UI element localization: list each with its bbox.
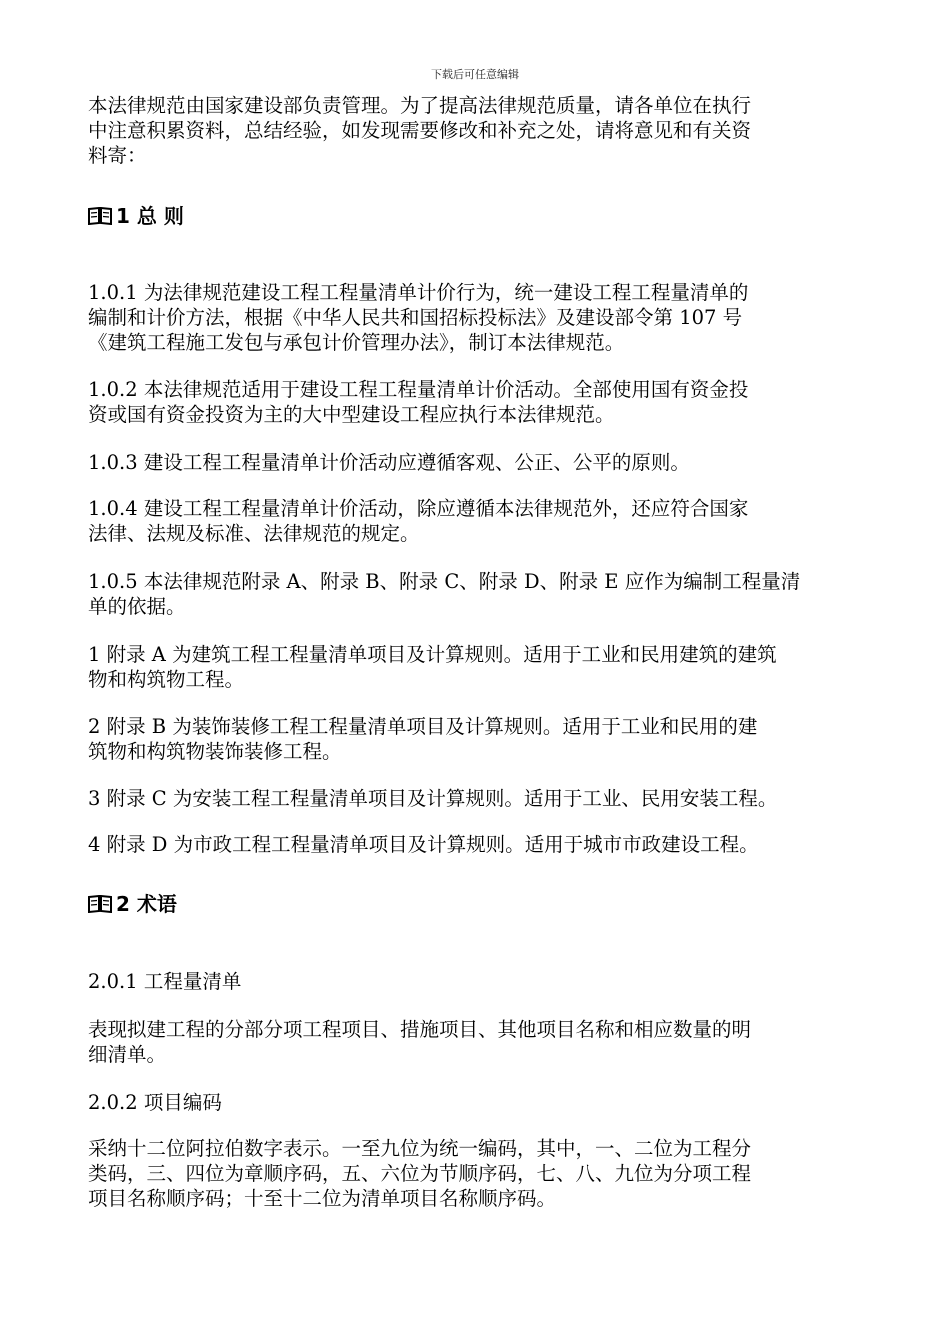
book-icon xyxy=(88,207,112,225)
text-line: 1.0.2 本法律规范适用于建设工程工程量清单计价活动。全部使用国有资金投 xyxy=(88,378,749,401)
appendix-b-item xyxy=(88,714,864,764)
text-line: 2.0.1 工程量清单 xyxy=(88,970,242,993)
section-heading-2 xyxy=(88,891,177,917)
text-line: 4 附录 D 为市政工程工程量清单项目及计算规则。适用于城市市政建设工程。 xyxy=(88,833,759,856)
clause-1-0-1 xyxy=(88,280,864,355)
text-line: 1.0.3 建设工程工程量清单计价活动应遵循客观、公正、公平的原则。 xyxy=(88,451,690,474)
clause-1-0-2 xyxy=(88,377,864,427)
text-line: 中注意积累资料，总结经验，如发现需要修改和补充之处，请将意见和有关资 xyxy=(88,119,752,142)
appendix-c-item xyxy=(88,786,864,811)
text-line: 3 附录 C 为安装工程工程量清单项目及计算规则。适用于工业、民用安装工程。 xyxy=(88,787,778,810)
text-line: 细清单。 xyxy=(88,1043,167,1066)
text-line: 1.0.1 为法律规范建设工程工程量清单计价行为，统一建设工程工程量清单的 xyxy=(88,281,749,304)
text-line: 1.0.5 本法律规范附录 A、附录 B、附录 C、附录 D、附录 E 应作为编制工程量清 xyxy=(88,570,801,593)
text-line: 1.0.4 建设工程工程量清单计价活动，除应遵循本法律规范外，还应符合国家 xyxy=(88,497,749,520)
text-line: 1 附录 A 为建筑工程工程量清单项目及计算规则。适用于工业和民用建筑的建筑 xyxy=(88,643,777,666)
text-line: 《建筑工程施工发包与承包计价管理办法》，制订本法律规范。 xyxy=(88,331,625,354)
text-line: 2.0.2 项目编码 xyxy=(88,1091,222,1114)
appendix-d-item xyxy=(88,832,864,857)
intro-paragraph xyxy=(88,93,864,168)
term-2-0-1-title xyxy=(88,969,864,994)
text-line: 本法律规范由国家建设部负责管理。为了提高法律规范质量，请各单位在执行 xyxy=(88,94,752,117)
text-line: 类码，三、四位为章顺序码，五、六位为节顺序码，七、八、九位为分项工程 xyxy=(88,1162,752,1185)
section-heading-text: 1 总 则 xyxy=(116,204,184,228)
section-heading-1 xyxy=(88,203,184,229)
clause-1-0-5 xyxy=(88,569,864,619)
term-2-0-2-definition xyxy=(88,1136,864,1211)
text-line: 料寄： xyxy=(88,144,147,167)
text-line: 采纳十二位阿拉伯数字表示。一至九位为统一编码，其中，一、二位为工程分 xyxy=(88,1137,752,1160)
text-line: 表现拟建工程的分部分项工程项目、措施项目、其他项目名称和相应数量的明 xyxy=(88,1018,752,1041)
section-heading-text: 2 术语 xyxy=(116,892,177,916)
book-icon xyxy=(88,895,112,913)
text-line: 筑物和构筑物装饰装修工程。 xyxy=(88,740,342,763)
text-line: 物和构筑物工程。 xyxy=(88,668,245,691)
term-2-0-2-title xyxy=(88,1090,864,1115)
text-line: 单的依据。 xyxy=(88,595,186,618)
text-line: 法律、法规及标准、法律规范的规定。 xyxy=(88,522,420,545)
text-line: 编制和计价方法，根据《中华人民共和国招标投标法》及建设部令第 107 号 xyxy=(88,306,743,329)
term-2-0-1-definition xyxy=(88,1017,864,1067)
text-line: 资或国有资金投资为主的大中型建设工程应执行本法律规范。 xyxy=(88,403,615,426)
text-line: 2 附录 B 为装饰装修工程工程量清单项目及计算规则。适用于工业和民用的建 xyxy=(88,715,758,738)
header-note: 下载后可任意编辑 xyxy=(431,68,519,81)
text-line: 项目名称顺序码；十至十二位为清单项目名称顺序码。 xyxy=(88,1187,557,1210)
appendix-a-item xyxy=(88,642,864,692)
clause-1-0-3 xyxy=(88,450,864,475)
clause-1-0-4 xyxy=(88,496,864,546)
